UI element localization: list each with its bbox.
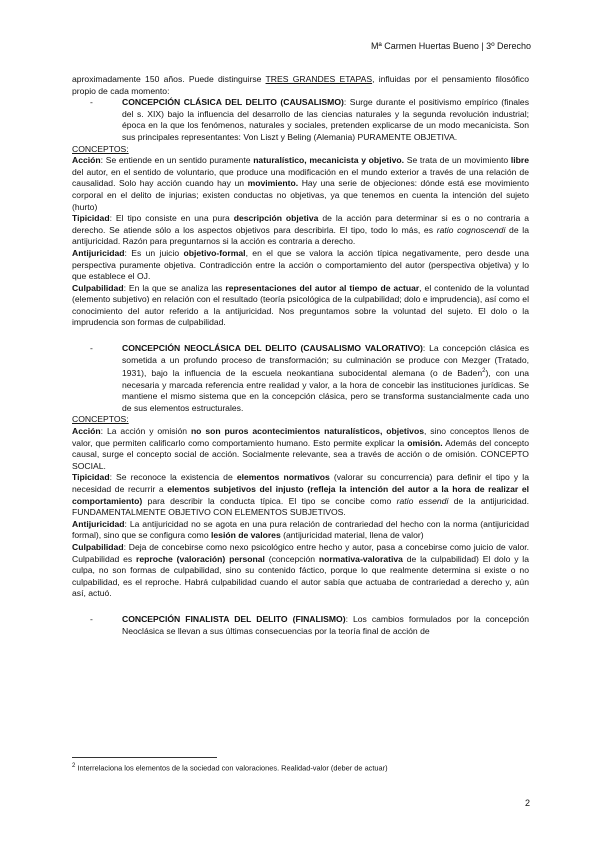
page-number: 2 bbox=[524, 798, 530, 808]
intro-text-end: , influidas por el pensamiento filosófico propio de cada momento: bbox=[72, 74, 529, 96]
antijuricidad-neoclasica: Antijuricidad: La antijuricidad no se agota en una pura relación de contrariedad del hecho con la norma (antijuricidad formal), sino que se configura como lesión de valores (antijuricidad material, llena de valor) bbox=[72, 518, 529, 541]
tipicidad-clasica: Tipicidad: El tipo consiste en una pura descripción objetiva de la acción para determinar si es o no contraria a derecho. Se atiende sólo a los aspectos objetivos para describirla. El tipo, todo lo más, es ratio cognoscendi de la antijuricidad. Razón para preguntarnos si la acción es contraria a derecho. bbox=[72, 213, 529, 247]
conceptos-heading: CONCEPTOS: bbox=[72, 414, 129, 425]
intro-text: aproximadamente 150 años. Puede distinguirse bbox=[72, 74, 266, 84]
culpabilidad-clasica: Culpabilidad: En la que se analiza las representaciones del autor al tiempo de actuar, el contenido de la voluntad (elemento subjetivo) en relación con el resultado (teoría psicológica de la culpabilidad; dolo e imprudencia), así como el conocimiento del autor referido a la antijuricidad. Nos preguntamos sobre la voluntad del sujeto. El dolo o la imprudencia son formas de culpabilidad. bbox=[72, 282, 529, 328]
page-header-author: Mª Carmen Huertas Bueno | 3º Derecho bbox=[370, 41, 531, 51]
section-body-clasica: : Surge durante el positivismo empírico (finales del s. XIX) bajo la influencia del desarrollo de las ciencias naturales y la segunda revolución industrial; época en la que los fenómenos, naturales y sociales, pretenden explicarse de un modo mecanicista. Son sus principales representantes: Von Liszt y Beling (Alemania) PURAMENTE OBJETIVA. bbox=[122, 97, 529, 142]
conceptos-heading: CONCEPTOS: bbox=[72, 143, 129, 154]
footnote-divider bbox=[72, 757, 217, 758]
tipicidad-neoclasica: Tipicidad: Se reconoce la existencia de elementos normativos (valorar su concurrencia) para definir el tipo y la necesidad de recurrir a elementos subjetivos del injusto (refleja la intención del autor a la hora de realizar el comportamiento) para describir la conducta típica. El tipo se concibe como ratio essendi de la antijuricidad. FUNDAMENTALMENTE OBJETIVO CON ELEMENTOS SUBJETIVOS. bbox=[72, 472, 530, 518]
section-finalista bbox=[72, 614, 529, 637]
document-body bbox=[72, 74, 529, 637]
section-neoclasica: - CONCEPCIÓN NEOCLÁSICA DEL DELITO (CAUSALISMO VALORATIVO): La concepción clásica es sometida a un profundo proceso de transformación; su culminación se produce con Mezger (Tratado, 1931), bajo la influencia de la escuela neokantiana subocidental alemana (o de Baden$^2$), con una necesaria y marcada referencia entre realidad y valor, a la hora de concebir las instituciones jurídicas. Se mantiene el mismo sistema que en la concepción clásica, pero se transforma sustancialmente cada uno de sus elementos estructurales. bbox=[72, 343, 529, 414]
accion-neoclasica: Acción: La acción y omisión no son puros acontecimientos naturalísticos, objetivos, sino conceptos llenos de valor, que permiten calificarlo como comportamiento humano. Esto permite explicar la omisión. Además del concepto causal, surge el concepto social de acción. Socialmente relevante, sea a través de acción o de omisión. CONCEPTO SOCIAL. bbox=[72, 426, 530, 471]
footnote-ref: 2 bbox=[482, 368, 486, 375]
section-title-finalista: CONCEPCIÓN FINALISTA DEL DELITO (FINALISMO) bbox=[122, 613, 346, 624]
culpabilidad-neoclasica: Culpabilidad: Deja de concebirse como nexo psicológico entre hecho y autor, pasa a concebirse como juicio de valor. Culpabilidad es reproche (valoración) personal (concepción normativa-valorativa de la culpabilidad) El dolo y la culpa, no son formas de culpabilidad, sino su contenido fáctico, porque lo que realmente determina si existe o no culpabilidad, es el reproche. Habrá culpabilidad cuando el autor sabía que actuaba de contrariedad a derecho y, aún así, actuó. bbox=[72, 542, 529, 599]
intro-paragraph bbox=[72, 74, 529, 97]
footnote bbox=[72, 763, 532, 772]
bullet-dash: - bbox=[90, 343, 93, 354]
footnote-number: 2 bbox=[72, 763, 76, 769]
antijuricidad-clasica: Antijuricidad: Es un juicio objetivo-formal, en el que se valora la acción típica negativamente, pero desde una perspectiva puramente objetiva. Contradicción entre la acción o comportamiento del autor (perspectiva objetiva) y lo que establece el OJ. bbox=[72, 247, 529, 282]
accion-clasica: Acción: Se entiende en un sentido puramente naturalístico, mecanicista y objetivo. Se trata de un movimiento libre del autor, en el sentido de voluntario, que produce una modificación en el mundo exterior a través de una relación de causalidad. Solo hay acción cuando hay un movimiento. Hay una serie de objeciones: dónde está ese movimiento corporal en el delito de injurias; existen conductas no objetivas, ya que tenemos en cuenta la intención del sujeto (hurto) bbox=[72, 155, 530, 212]
bullet-dash: - bbox=[90, 613, 93, 624]
footnote-text: Interrelaciona los elementos de la sociedad con valoraciones. Realidad-valor (deber de actuar) bbox=[75, 763, 388, 773]
bullet-dash: - bbox=[90, 97, 93, 108]
section-title-neoclasica: CONCEPCIÓN NEOCLÁSICA DEL DELITO (CAUSALISMO VALORATIVO) bbox=[122, 343, 423, 354]
tres-grandes-etapas: TRES GRANDES ETAPAS bbox=[265, 74, 373, 84]
section-clasica bbox=[72, 97, 529, 143]
section-body-finalista: : Los cambios formulados por la concepción Neoclásica se llevan a sus últimas consecuencias por la teoría final de acción de bbox=[122, 613, 530, 636]
section-title-clasica: CONCEPCIÓN CLÁSICA DEL DELITO (CAUSALISMO) bbox=[122, 97, 344, 108]
